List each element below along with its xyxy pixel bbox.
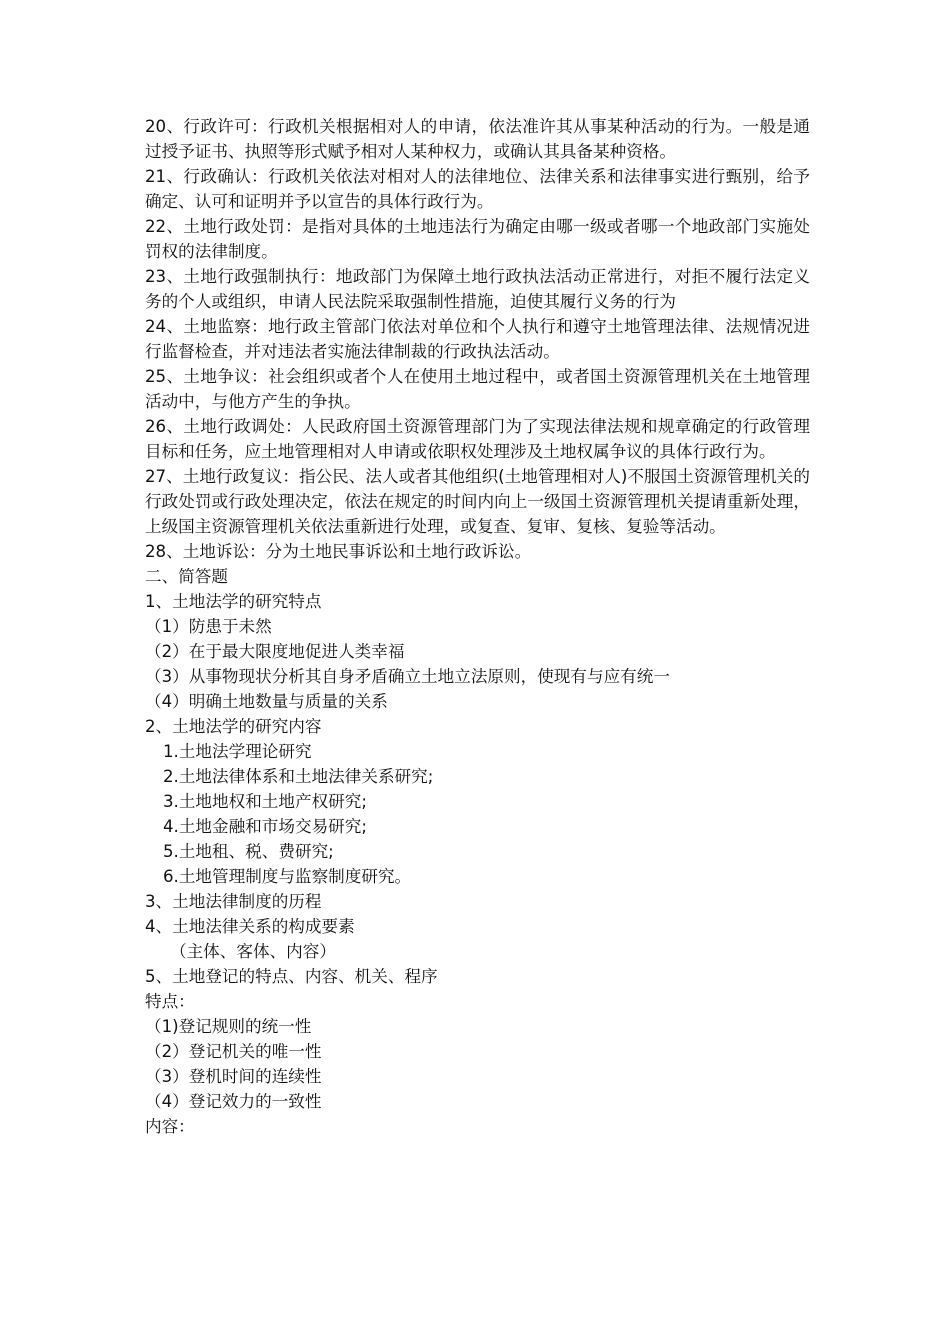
definition-24: 24、土地监察：地行政主管部门依法对单位和个人执行和遵守土地管理法律、法规情况进行监督检查，并对违法者实施法律制裁的行政执法活动。 xyxy=(145,317,810,361)
question-2-item: 4.土地金融和市场交易研究; xyxy=(163,817,367,836)
question-2-item: 5.土地租、税、费研究; xyxy=(163,842,334,861)
question-3-title: 3、土地法律制度的历程 xyxy=(145,892,322,911)
question-1-item: （3）从事物现状分析其自身矛盾确立土地立法原则，使现有与应有统一 xyxy=(145,667,670,686)
definition-20: 20、行政许可：行政机关根据相对人的申请，依法准许其从事某种活动的行为。一般是通过授予证书、执照等形式赋予相对人某种权力，或确认其具备某种资格。 xyxy=(145,117,810,161)
feature-item: （2）登记机关的唯一性 xyxy=(145,1042,322,1061)
question-2-item: 1.土地法学理论研究 xyxy=(163,742,312,761)
question-4-note: （主体、客体、内容） xyxy=(170,942,336,961)
question-1-item: （4）明确土地数量与质量的关系 xyxy=(145,692,388,711)
document-body xyxy=(145,114,810,1139)
question-4-title: 4、土地法律关系的构成要素 xyxy=(145,917,355,936)
question-2-title: 2、土地法学的研究内容 xyxy=(145,717,322,736)
definition-21: 21、行政确认：行政机关依法对相对人的法律地位、法律关系和法律事实进行甄别，给予确定、认可和证明并予以宣告的具体行政行为。 xyxy=(145,167,810,211)
question-1-item: （2）在于最大限度地促进人类幸福 xyxy=(145,642,405,661)
feature-item: （4）登记效力的一致性 xyxy=(145,1092,322,1111)
features-label: 特点： xyxy=(145,992,195,1011)
section-title: 二、简答题 xyxy=(145,567,228,586)
question-2-item: 3.土地地权和土地产权研究; xyxy=(163,792,367,811)
feature-item: （1)登记规则的统一性 xyxy=(145,1017,312,1036)
question-1-item: （1）防患于未然 xyxy=(145,617,272,636)
definition-26: 26、土地行政调处：人民政府国土资源管理部门为了实现法律法规和规章确定的行政管理目标和任务，应土地管理相对人申请或依职权处理涉及土地权属争议的具体行政行为。 xyxy=(145,417,810,461)
definition-23: 23、土地行政强制执行：地政部门为保障土地行政执法活动正常进行，对拒不履行法定义务的个人或组织，申请人民法院采取强制性措施，迫使其履行义务的行为 xyxy=(145,267,810,311)
definition-28: 28、土地诉讼：分为土地民事诉讼和土地行政诉讼。 xyxy=(145,542,532,561)
question-2-item: 2.土地法律体系和土地法律关系研究; xyxy=(163,767,434,786)
definition-25: 25、土地争议：社会组织或者个人在使用土地过程中，或者国土资源管理机关在土地管理活动中，与他方产生的争执。 xyxy=(145,367,810,411)
question-2-item: 6.土地管理制度与监察制度研究。 xyxy=(163,867,412,886)
question-5-title: 5、土地登记的特点、内容、机关、程序 xyxy=(145,967,438,986)
feature-item: （3）登机时间的连续性 xyxy=(145,1067,322,1086)
definition-27: 27、土地行政复议：指公民、法人或者其他组织(土地管理相对人)不服国土资源管理机关的行政处罚或行政处理决定，依法在规定的时间内向上一级国土资源管理机关提请重新处理，上级国主资源管理机关依法重新进行处理，或复查、复审、复核、复验等活动。 xyxy=(145,467,810,536)
question-1-title: 1、土地法学的研究特点 xyxy=(145,592,322,611)
definition-22: 22、土地行政处罚：是指对具体的土地违法行为确定由哪一级或者哪一个地政部门实施处罚权的法律制度。 xyxy=(145,217,810,261)
content-label: 内容： xyxy=(145,1117,195,1136)
